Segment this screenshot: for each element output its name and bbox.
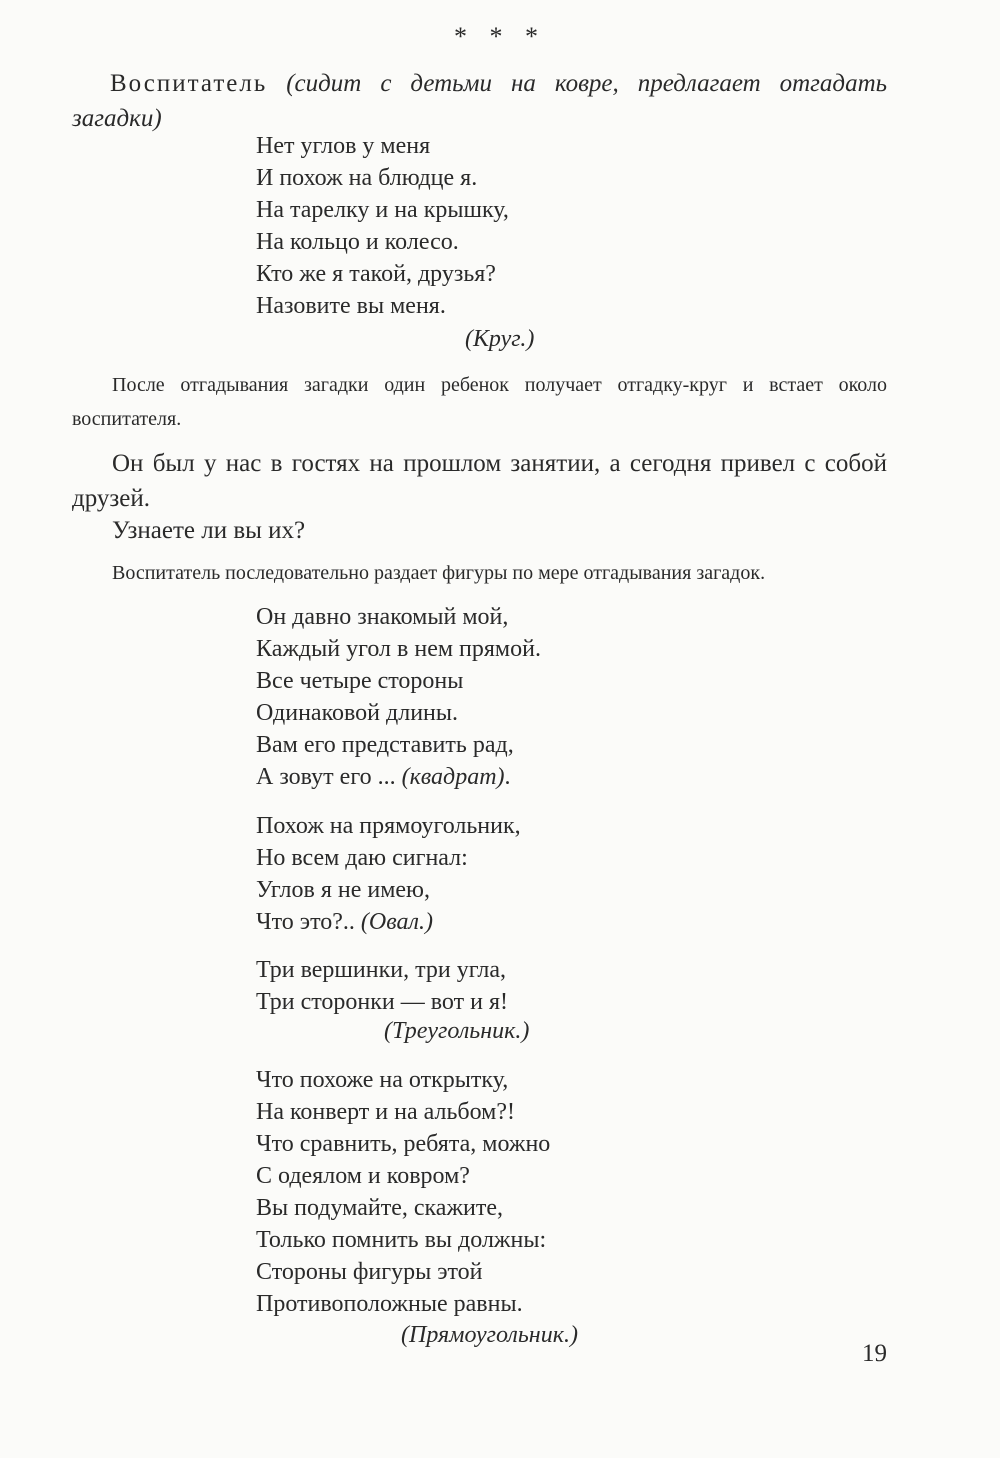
riddle-circle <box>256 130 509 322</box>
verse-line: Три вершинки, три угла, <box>256 957 506 983</box>
stage-note: Воспитатель последовательно раздает фигуры по мере отгадывания загадок. <box>112 562 766 584</box>
verse-line: Назовите вы меня. <box>256 293 446 319</box>
verse-text: Что это?.. <box>256 909 361 935</box>
verse-line: С одеялом и ковром? <box>256 1163 470 1189</box>
verse-line: Каждый угол в нем прямой. <box>256 636 541 662</box>
page-number: 19 <box>862 1340 887 1367</box>
verse-line: Стороны фигуры этой <box>256 1259 483 1285</box>
verse-line <box>256 761 541 793</box>
verse-line: Кто же я такой, друзья? <box>256 261 496 287</box>
section-separator: * * * <box>454 22 546 51</box>
verse-line <box>256 906 521 938</box>
verse-line: Он давно знакомый мой, <box>256 604 509 630</box>
verse-line: Противоположные равны. <box>256 1291 523 1317</box>
verse-line: Вам его представить рад, <box>256 732 514 758</box>
riddle-answer-circle: (Круг.) <box>465 326 535 352</box>
speaker-name: Воспитатель <box>110 70 268 97</box>
verse-line: На тарелку и на крышку, <box>256 197 509 223</box>
verse-text: А зовут его ... <box>256 764 402 790</box>
verse-line: Вы подумайте, скажите, <box>256 1195 504 1221</box>
verse-line: На конверт и на альбом?! <box>256 1099 515 1125</box>
verse-line: Только помнить вы должны: <box>256 1227 547 1253</box>
intro-paragraph <box>72 66 887 136</box>
verse-line: Одинаковой длины. <box>256 700 459 726</box>
verse-line: Все четыре стороны <box>256 668 464 694</box>
verse-line: Нет углов у меня <box>256 133 431 159</box>
verse-punctuation: . <box>504 764 511 790</box>
riddle-answer-triangle: (Треугольник.) <box>384 1018 530 1044</box>
riddle-rectangle <box>256 1064 550 1320</box>
riddle-oval <box>256 810 521 938</box>
verse-line: Похож на прямоугольник, <box>256 813 521 839</box>
verse-line: Что похоже на открытку, <box>256 1067 509 1093</box>
riddle-answer-oval: (Овал.) <box>360 909 433 935</box>
verse-line: На кольцо и колесо. <box>256 229 459 255</box>
verse-line: И похож на блюдце я. <box>256 165 478 191</box>
stage-note: После отгадывания загадки один ребенок получает отгадку-круг и встает около воспитателя. <box>72 374 887 430</box>
riddle-square <box>256 601 541 793</box>
speech-paragraph: Он был у нас в гостях на прошлом занятии, а сегодня привел с собой друзей. <box>72 450 887 512</box>
verse-line: Но всем даю сигнал: <box>256 845 468 871</box>
speech-question: Узнаете ли вы их? <box>112 517 306 544</box>
riddle-answer-square: (квадрат) <box>401 764 505 790</box>
riddle-triangle <box>256 954 508 1018</box>
riddle-answer-rectangle: (Прямоугольник.) <box>401 1322 578 1348</box>
verse-line: Что сравнить, ребята, можно <box>256 1131 551 1157</box>
verse-line: Три сторонки — вот и я! <box>256 989 508 1015</box>
stage-direction: (сидит с детьми на ковре, предлагает отгадать загадки) <box>72 70 888 132</box>
verse-line: Углов я не имею, <box>256 877 430 903</box>
